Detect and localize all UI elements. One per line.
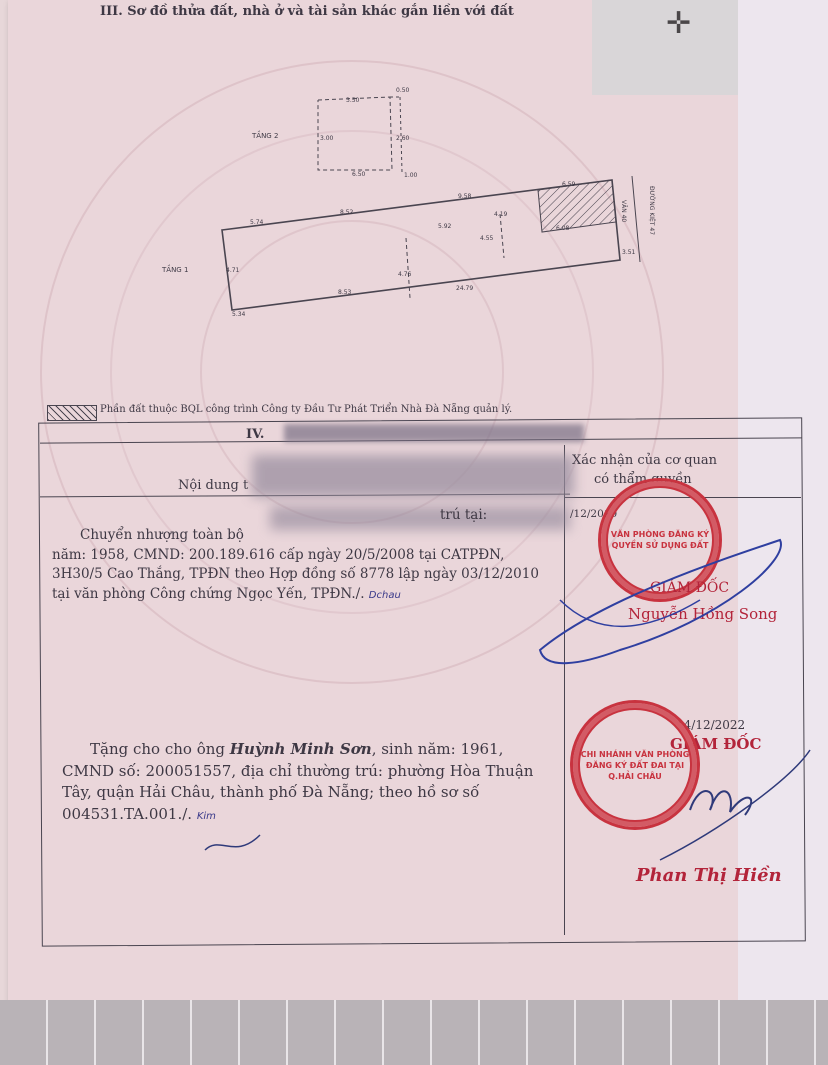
dim-t1-c: 9.58: [458, 193, 472, 200]
entry2-prefix: Tặng cho cho ông: [90, 740, 230, 758]
floor2-outline: [318, 97, 392, 170]
entry2-line2: CMND số: 200051557, địa chỉ thường trú: phường Hòa Thuận: [62, 761, 534, 780]
dim-t1-left: 4.71: [226, 267, 240, 274]
confirm2-title: GIÁM ĐỐC: [670, 735, 762, 753]
legend-hatch-swatch: [47, 405, 97, 421]
dim-t1-i: 24.79: [456, 285, 474, 292]
section-iii-heading: III. Sơ đồ thửa đất, nhà ở và tài sản khác gắn liền với đất: [100, 4, 514, 19]
confirm-label-line2: có thẩm quyền: [594, 472, 692, 487]
adjacent-page-text: [770, 90, 810, 420]
dim-t1-far-right: 3.51: [622, 249, 636, 256]
stamp1-text: VĂN PHÒNG ĐĂNG KÝ QUYỀN SỬ DỤNG ĐẤT: [610, 530, 710, 550]
confirm2-date: 14/12/2022: [676, 718, 746, 732]
dim-t2-inner: 2.60: [396, 135, 410, 142]
entry2-line3: Tây, quận Hải Châu, thành phố Đà Nẵng; theo hồ sơ số: [62, 783, 480, 801]
stamp2-text: CHI NHÁNH VĂN PHÒNG ĐĂNG KÝ ĐẤT ĐAI TẠI Q.HẢI CHÂU: [580, 749, 690, 781]
entry1-line1-start: Chuyển nhượng toàn bộ: [80, 527, 244, 543]
entry1-line1-end: trú tại:: [440, 507, 488, 523]
legend-text: Phần đất thuộc BQL công trình Công ty Đầu Tư Phát Triển Nhà Đà Nẵng quản lý.: [100, 404, 513, 415]
dim-t1-h: 8.53: [338, 289, 352, 296]
entry2-line1: [62, 739, 582, 761]
entry1-line4-text: tại văn phòng Công chứng Ngọc Yến, TPĐN./.: [52, 585, 365, 602]
entry1-initials-signature: Dchau: [368, 589, 401, 601]
dim-t1-g: 6.08: [556, 225, 570, 232]
dim-t1-a: 5.74: [250, 219, 264, 226]
dim-t2-bottom-right: 1.00: [404, 172, 418, 179]
confirm1-title: GIÁM ĐỐC: [650, 580, 730, 596]
entry2-line4: [62, 804, 582, 828]
recipient-name: Huỳnh Minh Sơn: [229, 740, 372, 758]
confirm1-date: /12/2010: [570, 508, 618, 520]
floor2-label: TẦNG 2: [252, 132, 279, 140]
dim-t1-b: 8.52: [340, 209, 354, 216]
dim-t1-mid: 4.76: [398, 271, 412, 278]
dim-t1-f: 4.19: [494, 211, 508, 218]
side-note: VĂN 40: [620, 200, 627, 223]
content-column-label: Nội dung t: [178, 478, 249, 493]
dim-t1-j: 5.34: [232, 311, 246, 318]
confirm1-name: Nguyễn Hồng Song: [628, 605, 778, 623]
land-plot-diagram: [0, 0, 828, 400]
confirm2-name: Phan Thị Hiền: [636, 865, 782, 886]
entry-transfer: [52, 526, 557, 605]
dim-t2-top-right: 0.50: [396, 87, 410, 94]
confirm-label-line1: Xác nhận của cơ quan: [572, 453, 718, 468]
plus-mark-icon: ✛: [666, 6, 692, 41]
floor-background: [0, 1000, 828, 1065]
red-seal-stamp-2: [570, 700, 700, 830]
street-label: ĐƯỜNG KIỆT 47: [648, 186, 655, 236]
dim-t2-bottom: 6.50: [352, 171, 366, 178]
dim-t2-top: 3.50: [346, 97, 360, 104]
floor1-label: TẦNG 1: [162, 266, 189, 274]
entry-gift: [62, 739, 582, 827]
entry2-line4-text: 004531.TA.001./.: [62, 804, 193, 823]
dim-t1-right: 4.55: [480, 235, 494, 242]
redacted-content-label: [252, 455, 574, 497]
dim-t1-e: 5.92: [438, 223, 452, 230]
dim-t2-left: 3.00: [320, 135, 334, 142]
redacted-entry1-text: [270, 506, 570, 530]
entry1-line3: 3H30/5 Cao Thắng, TPĐN theo Hợp đồng số 8778 lập ngày 03/12/2010: [52, 566, 539, 582]
entry2-line1-rest: , sinh năm: 1961,: [371, 740, 504, 758]
section-iv-heading: IV.: [246, 427, 265, 442]
redacted-heading-text: [284, 424, 584, 442]
entry1-line4: [52, 585, 557, 606]
entry1-line2: năm: 1958, CMND: 200.189.616 cấp ngày 20/5/2008 tại CATPĐN,: [52, 546, 505, 563]
dim-t1-d: 6.59: [562, 181, 576, 188]
entry2-initials-signature: Kim: [196, 810, 216, 822]
